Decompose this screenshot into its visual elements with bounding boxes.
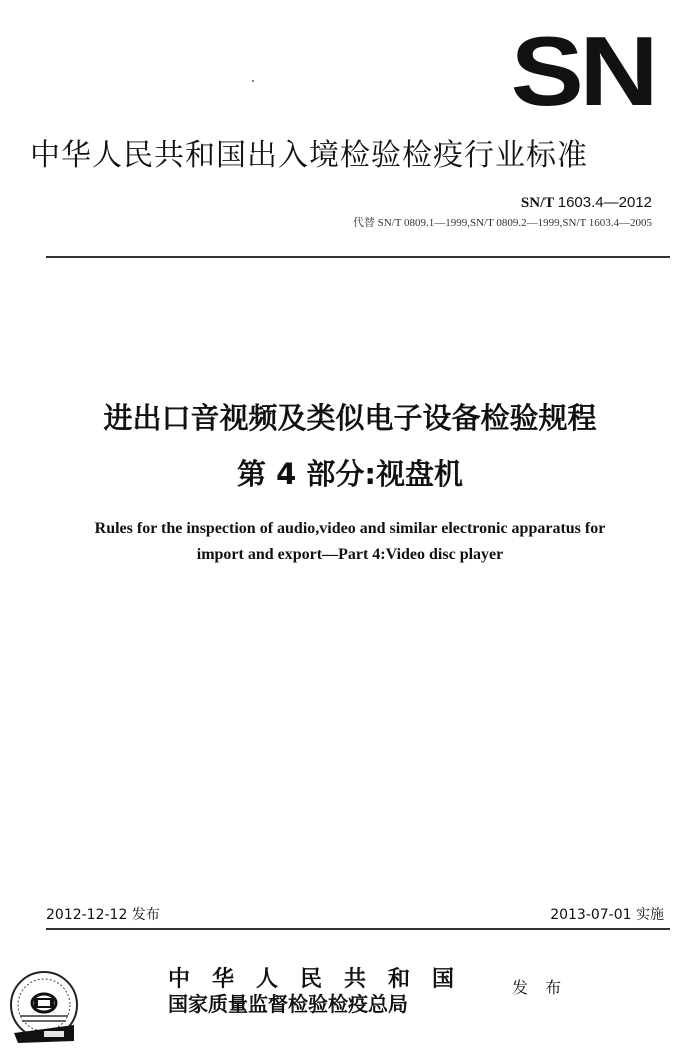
- replaces-note: 代替 SN/T 0809.1—1999,SN/T 0809.2—1999,SN/T 1603.4—2005: [352, 217, 652, 229]
- chinese-title-line-1: 进出口音视频及类似电子设备检验规程: [103, 401, 597, 435]
- organization-title: 中华人民共和国出入境检验检疫行业标准: [30, 138, 588, 173]
- watermark-seal-icon: [8, 965, 80, 1045]
- issue-date: 2012-12-12 发布: [46, 907, 160, 923]
- footer-divider: [46, 928, 670, 930]
- sn-logo: SN: [510, 16, 654, 126]
- header-divider: [46, 256, 670, 258]
- standard-prefix: SN/T: [520, 195, 554, 211]
- standard-number: [521, 194, 652, 212]
- english-title-line-1: Rules for the inspection of audio,video and similar electronic apparatus for: [94, 520, 606, 537]
- publisher-line-2: 国家质量监督检验检疫总局: [168, 992, 408, 1016]
- standard-number-value: 1603.4—2012: [557, 194, 652, 211]
- publisher-line-1: 中华人民共和国: [168, 966, 477, 992]
- chinese-title-line-2: 第 4 部分:视盘机: [237, 457, 463, 491]
- implementation-date: 2013-07-01 实施: [550, 907, 664, 923]
- scan-speck: [252, 80, 254, 82]
- english-title-line-2: import and export—Part 4:Video disc player: [196, 546, 504, 563]
- publish-label: 发 布: [512, 978, 568, 997]
